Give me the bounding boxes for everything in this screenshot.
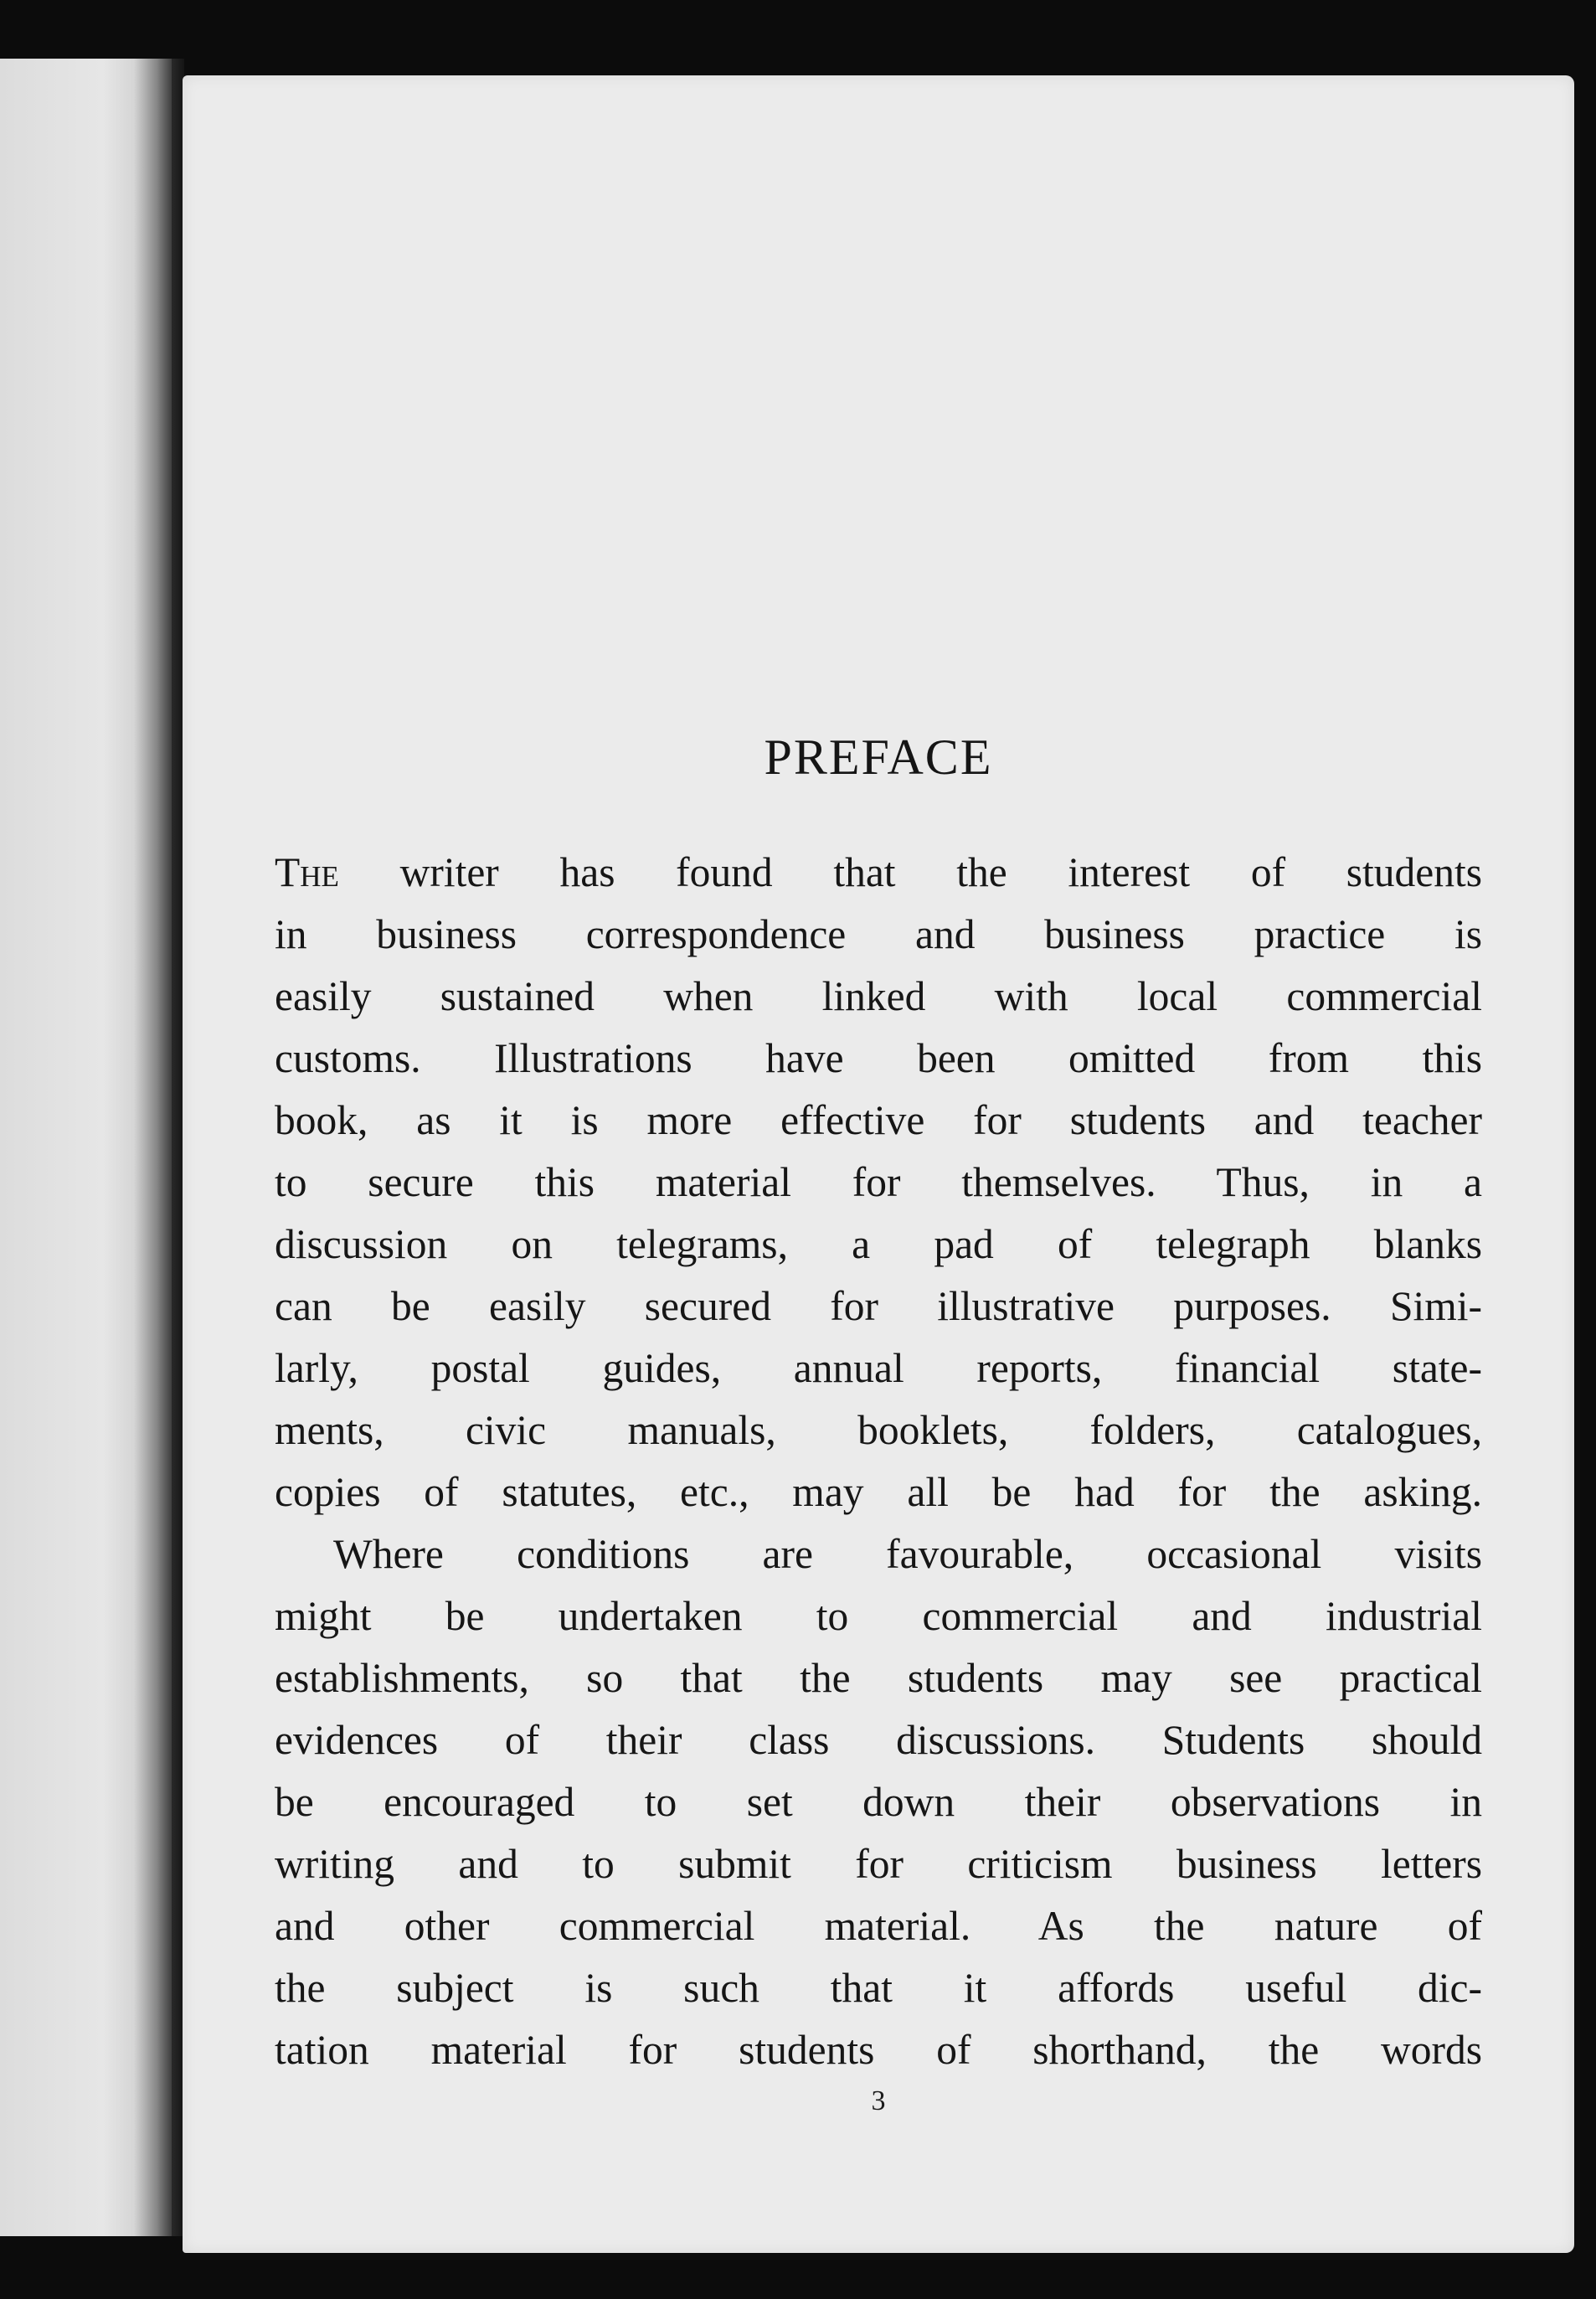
text-line: be encouraged to set down their observations in — [275, 1779, 1482, 1825]
text-line — [275, 842, 1482, 904]
book-page — [183, 75, 1574, 2253]
text-line: easily sustained when linked with local commercial — [275, 973, 1482, 1019]
text-line: the subject is such that it affords useful dic- — [275, 1965, 1482, 2011]
text-line: establishments, so that the students may see practical — [275, 1655, 1482, 1701]
text-line: larly, postal guides, annual reports, financial state- — [275, 1345, 1482, 1391]
text-line-rest: writer has found that the interest of students — [338, 849, 1482, 895]
text-line: in business correspondence and business practice is — [275, 911, 1482, 957]
text-line: Where conditions are favourable, occasional visits — [333, 1531, 1482, 1577]
text-line: can be easily secured for illustrative purposes. Simi- — [275, 1283, 1482, 1329]
text-line: copies of statutes, etc., may all be had for the asking. — [275, 1469, 1482, 1515]
text-line: tation material for students of shorthand, the words — [275, 2027, 1482, 2073]
text-line: and other commercial material. As the nature of — [275, 1903, 1482, 1949]
text-line: book, as it is more effective for students and teacher — [275, 1097, 1482, 1143]
text-line: writing and to submit for criticism business letters — [275, 1841, 1482, 1887]
text-line: customs. Illustrations have been omitted from this — [275, 1035, 1482, 1081]
text-line: discussion on telegrams, a pad of telegraph blanks — [275, 1221, 1482, 1267]
book-gutter-shadow — [134, 59, 184, 2236]
text-line: ments, civic manuals, booklets, folders, catalogues, — [275, 1407, 1482, 1453]
text-line: evidences of their class discussions. Students should — [275, 1717, 1482, 1763]
text-line: to secure this material for themselves. Thus, in a — [275, 1159, 1482, 1205]
page-number: 3 — [871, 2085, 886, 2116]
preface-text — [275, 842, 1482, 2081]
opening-word: The — [275, 849, 339, 895]
text-line: might be undertaken to commercial and industrial — [275, 1593, 1482, 1639]
page-title: PREFACE — [764, 729, 993, 785]
